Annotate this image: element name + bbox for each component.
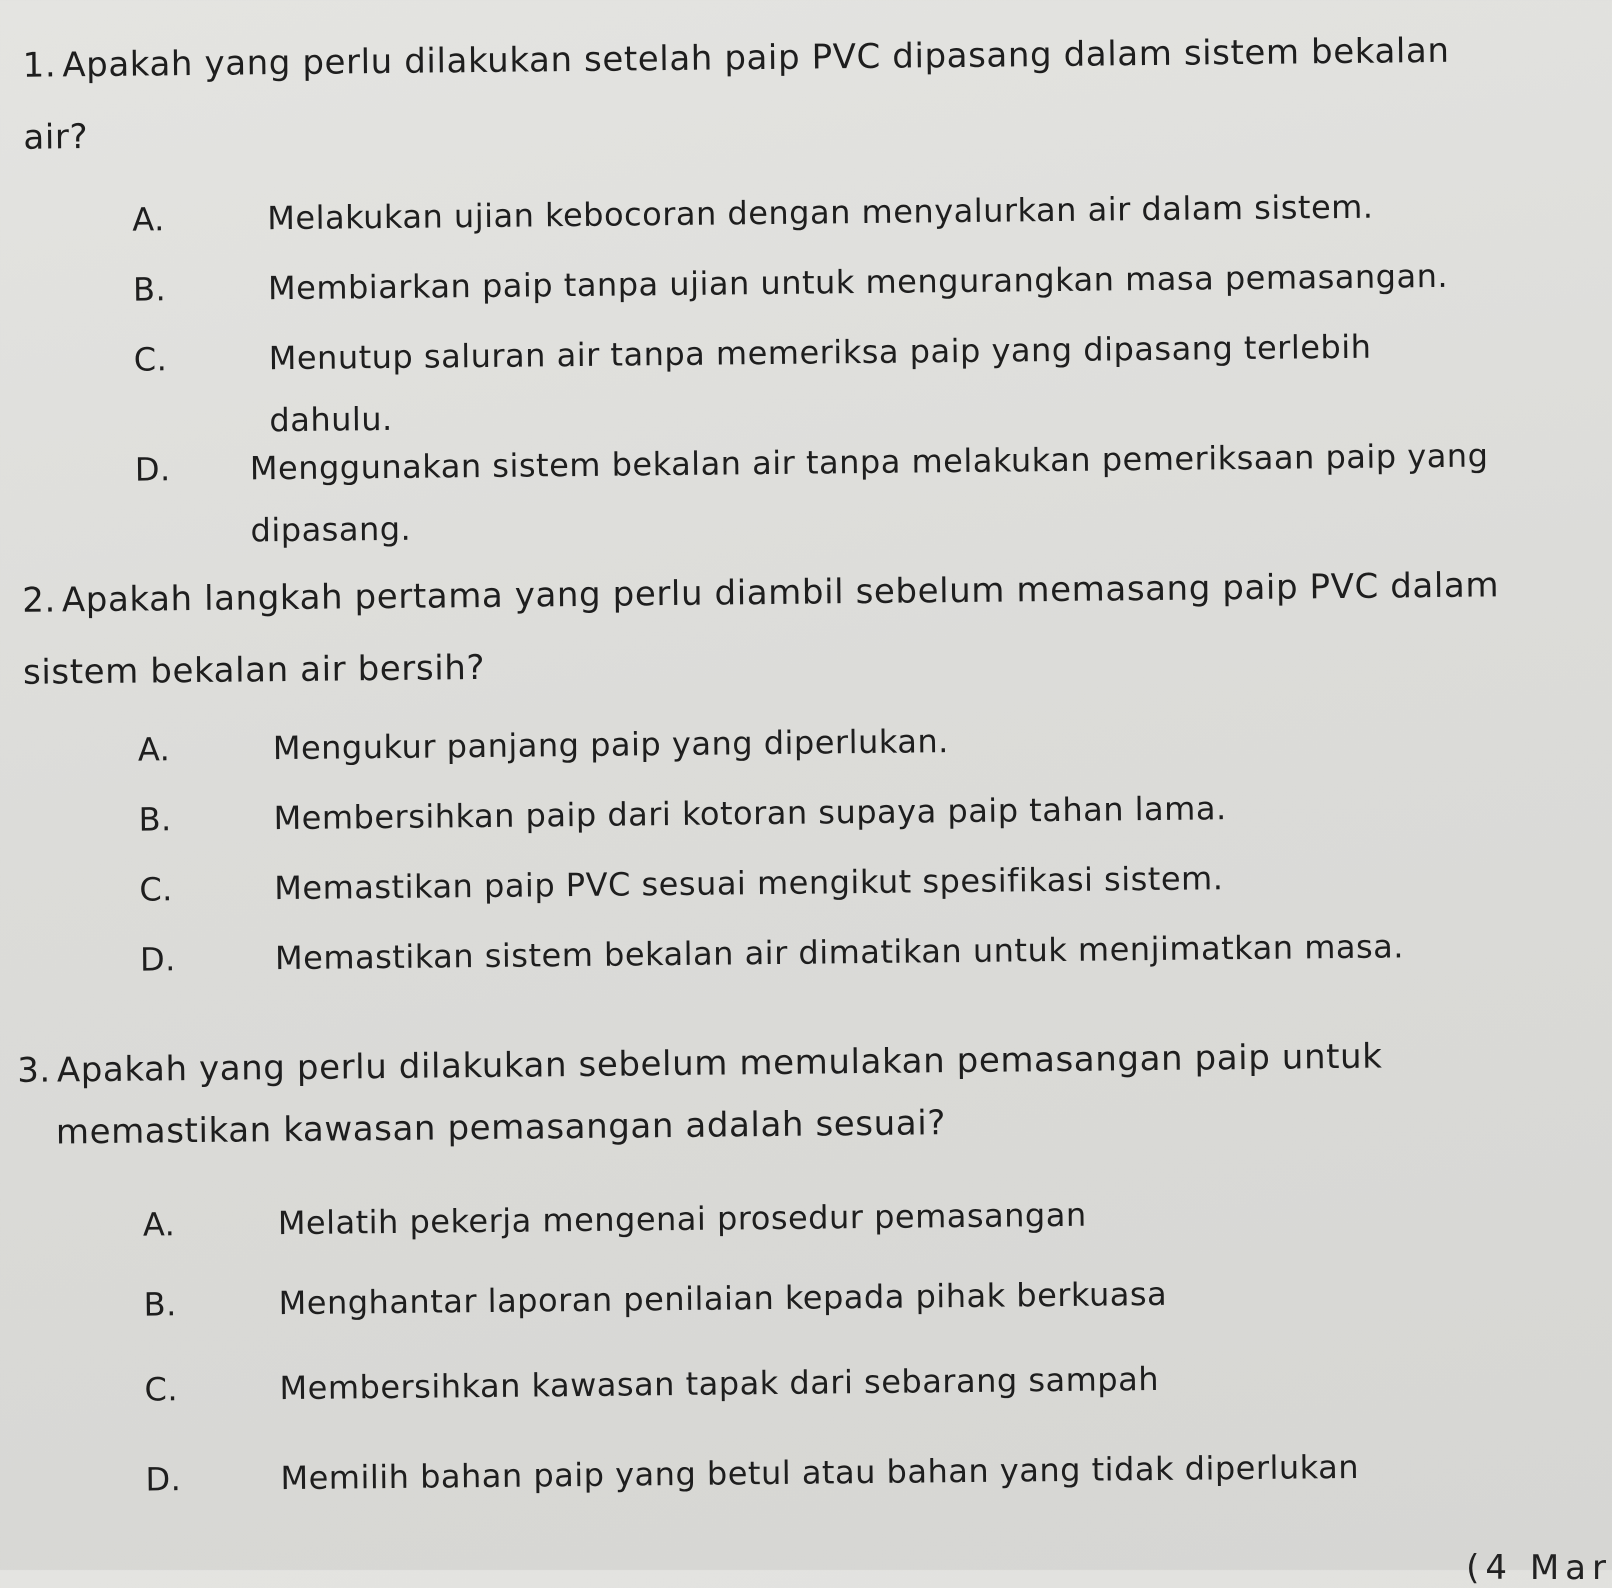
question-text-line-1: Apakah langkah pertama yang perlu diambil sebelum memasang paip PVC dalam: [61, 565, 1500, 621]
corner-mark: (4 Mar: [1466, 1548, 1612, 1588]
q1-option-b[interactable]: [133, 244, 1514, 320]
question-text-line-2: air?: [23, 117, 89, 158]
option-text: Memastikan sistem bekalan air dimatikan untuk menjimatkan masa.: [274, 927, 1405, 978]
option-letter: A.: [137, 730, 171, 769]
option-letter: C.: [133, 340, 168, 379]
option-letter: A.: [142, 1205, 176, 1244]
option-text: Membersihkan kawasan tapak dari sebarang sampah: [279, 1359, 1160, 1408]
q3-option-d[interactable]: [145, 1434, 1566, 1511]
q1-option-a[interactable]: [132, 174, 1513, 250]
option-text: Memilih bahan paip yang betul atau bahan yang tidak diperlukan: [280, 1447, 1360, 1498]
option-text: Melakukan ujian kebocoran dengan menyalurkan air dalam sistem.: [267, 187, 1374, 238]
question-1: [22, 14, 1563, 174]
q3-option-a[interactable]: [143, 1179, 1524, 1255]
option-letter: B.: [138, 800, 172, 839]
option-letter: C.: [139, 870, 174, 909]
question-number: 1.: [22, 45, 57, 86]
option-letter: D.: [139, 940, 177, 979]
question-text-line-2: sistem bekalan air bersih?: [22, 647, 486, 693]
section-header: [300, 0, 517, 2]
option-text: Melatih pekerja mengenai prosedur pemasangan: [277, 1195, 1087, 1243]
question-text-line-2: memastikan kawasan pemasangan adalah sesuai?: [55, 1103, 947, 1153]
q3-option-c[interactable]: [144, 1344, 1525, 1420]
option-text: Menghantar laporan penilaian kepada pihak berkuasa: [278, 1274, 1168, 1323]
option-text: Menutup saluran air tanpa memeriksa paip yang dipasang terlebih dahulu.: [268, 327, 1372, 440]
option-letter: B.: [132, 270, 167, 309]
q3-option-b[interactable]: [143, 1259, 1524, 1335]
option-text: Membiarkan paip tanpa ujian untuk mengurangkan masa pemasangan.: [267, 256, 1449, 308]
option-text: Memastikan paip PVC sesuai mengikut spesifikasi sistem.: [274, 859, 1224, 908]
question-3: [17, 1024, 1558, 1164]
q2-option-a[interactable]: [138, 704, 1519, 780]
option-letter: A.: [132, 200, 166, 239]
q1-option-d[interactable]: [135, 424, 1496, 562]
option-letter: D.: [134, 450, 171, 489]
question-text-line-1: Apakah yang perlu dilakukan sebelum memulakan pemasangan paip untuk: [56, 1036, 1383, 1091]
option-text: Mengukur panjang paip yang diperlukan.: [272, 722, 949, 768]
question-text-line-1: Apakah yang perlu dilakukan setelah paip PVC dipasang dalam sistem bekalan: [62, 30, 1450, 86]
q2-option-c[interactable]: [139, 844, 1520, 920]
question-2: [22, 549, 1563, 709]
option-text: Membersihkan paip dari kotoran supaya paip tahan lama.: [273, 789, 1227, 838]
option-letter: B.: [143, 1285, 177, 1324]
q2-option-b[interactable]: [138, 774, 1519, 850]
question-number: 2.: [22, 580, 57, 621]
option-letter: D.: [145, 1460, 182, 1499]
option-letter: C.: [144, 1370, 179, 1409]
q2-option-d[interactable]: [140, 914, 1521, 990]
option-text: Menggunakan sistem bekalan air tanpa melakukan pemeriksaan paip yang dipasang.: [249, 436, 1489, 550]
question-number: 3.: [17, 1050, 52, 1091]
